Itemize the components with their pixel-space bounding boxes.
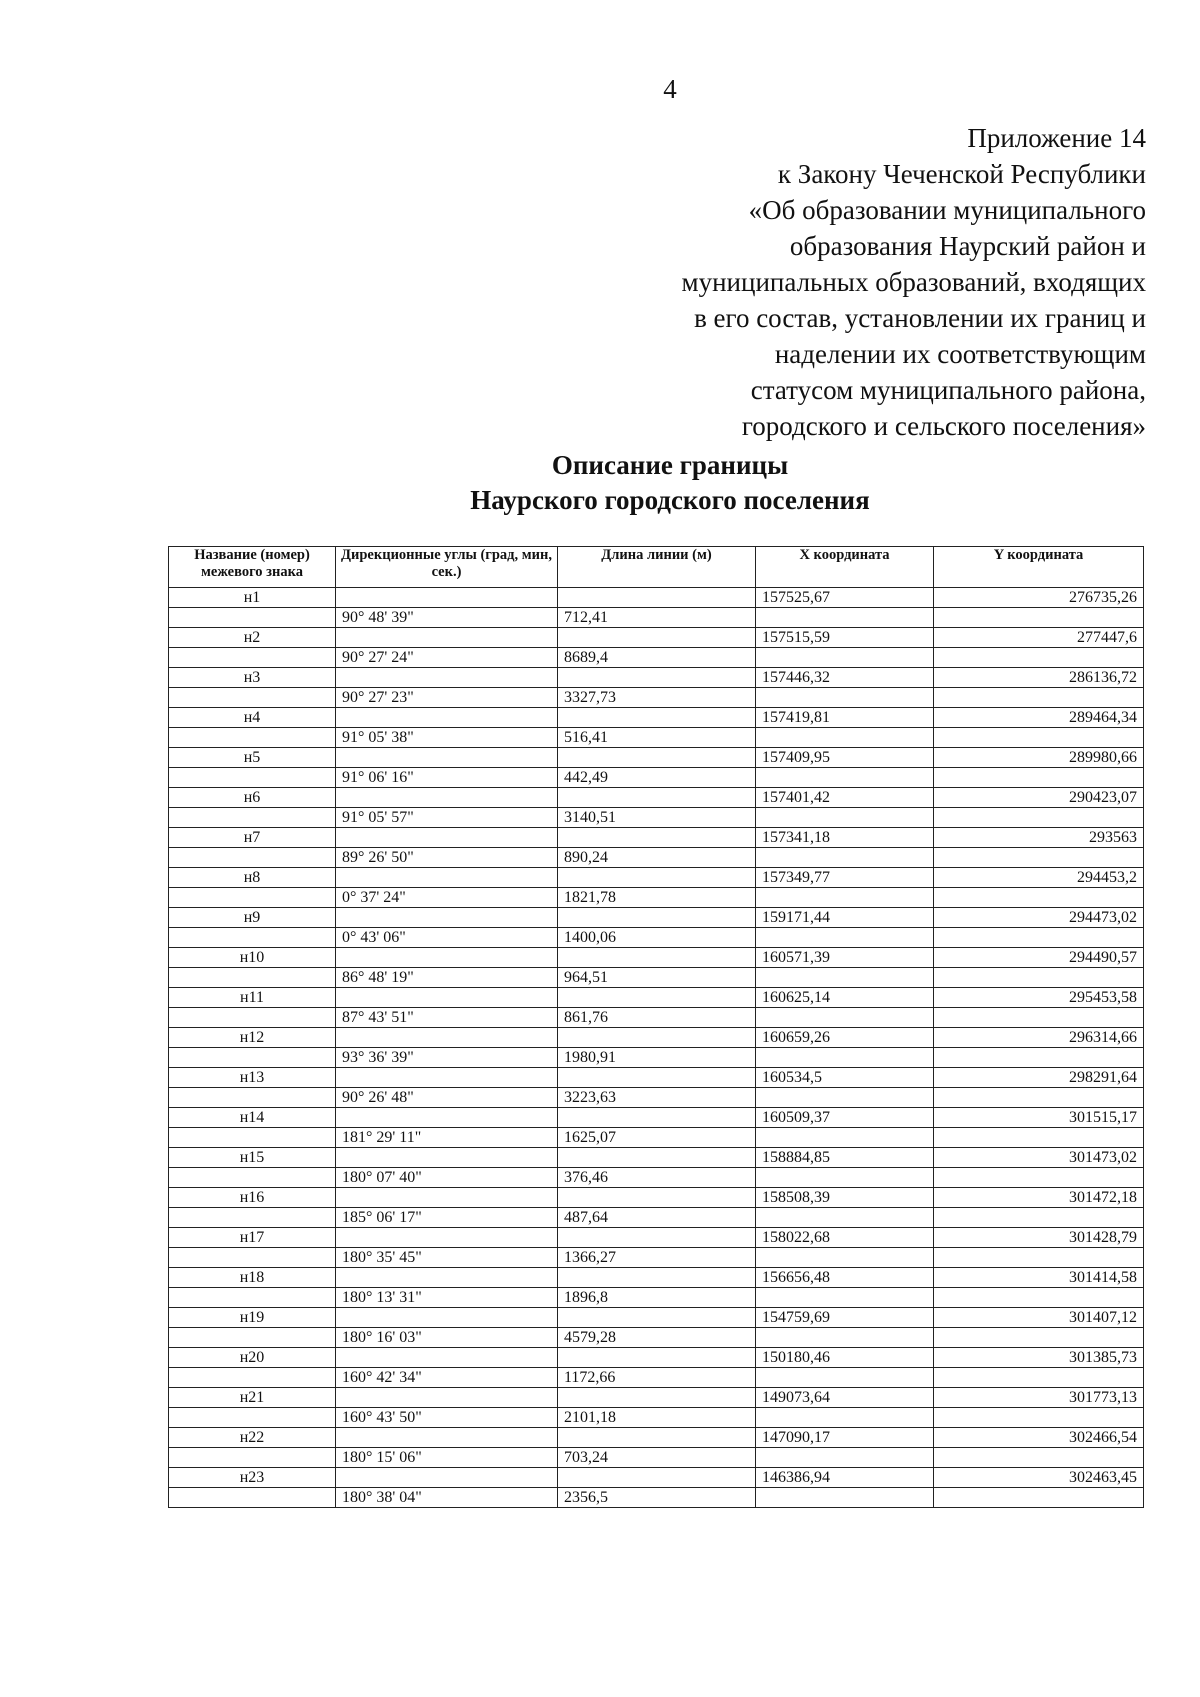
cell-angle: 91° 05' 38" (336, 728, 558, 748)
cell-name: н16 (169, 1188, 336, 1208)
cell-x (756, 848, 934, 868)
cell-name: н18 (169, 1268, 336, 1288)
cell-name: н3 (169, 668, 336, 688)
cell-length (558, 1428, 756, 1448)
cell-x: 157525,67 (756, 588, 934, 608)
table-header-row (169, 547, 1144, 588)
cell-name (169, 808, 336, 828)
table-row (169, 988, 1144, 1008)
cell-x (756, 768, 934, 788)
cell-y (934, 648, 1144, 668)
table-row (169, 1288, 1144, 1308)
cell-angle: 0° 43' 06" (336, 928, 558, 948)
cell-length (558, 588, 756, 608)
table-row (169, 1188, 1144, 1208)
table-row (169, 1208, 1144, 1228)
cell-angle: 180° 15' 06" (336, 1448, 558, 1468)
table-row (169, 728, 1144, 748)
table-row (169, 1268, 1144, 1288)
cell-angle: 87° 43' 51" (336, 1008, 558, 1028)
appendix-line: статусом муниципального района, (750, 375, 1146, 405)
cell-length (558, 1468, 756, 1488)
cell-y: 289980,66 (934, 748, 1144, 768)
cell-x (756, 1368, 934, 1388)
cell-angle (336, 748, 558, 768)
appendix-line: Приложение 14 (967, 123, 1146, 153)
cell-name (169, 1448, 336, 1468)
table-row (169, 1308, 1144, 1328)
title-line: Наурского городского поселения (470, 485, 870, 515)
cell-name: н14 (169, 1108, 336, 1128)
cell-y: 301773,13 (934, 1388, 1144, 1408)
cell-angle (336, 868, 558, 888)
cell-length: 712,41 (558, 608, 756, 628)
cell-angle (336, 908, 558, 928)
cell-name (169, 728, 336, 748)
cell-angle: 93° 36' 39" (336, 1048, 558, 1068)
cell-name (169, 1168, 336, 1188)
appendix-line: образования Наурский район и (789, 231, 1146, 261)
cell-y: 301407,12 (934, 1308, 1144, 1328)
cell-x: 157446,32 (756, 668, 934, 688)
cell-y: 302463,45 (934, 1468, 1144, 1488)
cell-x: 157419,81 (756, 708, 934, 728)
cell-angle: 89° 26' 50" (336, 848, 558, 868)
cell-y (934, 768, 1144, 788)
cell-length (558, 1028, 756, 1048)
cell-name: н9 (169, 908, 336, 928)
cell-x (756, 1008, 934, 1028)
cell-name (169, 1088, 336, 1108)
cell-length (558, 628, 756, 648)
cell-y (934, 1368, 1144, 1388)
cell-y (934, 1328, 1144, 1348)
cell-y: 302466,54 (934, 1428, 1144, 1448)
cell-length: 2356,5 (558, 1488, 756, 1508)
cell-length (558, 1388, 756, 1408)
cell-y: 286136,72 (934, 668, 1144, 688)
cell-x (756, 1448, 934, 1468)
cell-x (756, 1208, 934, 1228)
cell-angle: 90° 27' 24" (336, 648, 558, 668)
cell-angle: 90° 27' 23" (336, 688, 558, 708)
cell-angle: 160° 43' 50" (336, 1408, 558, 1428)
cell-name: н17 (169, 1228, 336, 1248)
cell-length: 861,76 (558, 1008, 756, 1028)
cell-name (169, 1008, 336, 1028)
cell-x: 158884,85 (756, 1148, 934, 1168)
cell-y (934, 1008, 1144, 1028)
cell-angle (336, 1228, 558, 1248)
cell-y (934, 1128, 1144, 1148)
cell-y: 301473,02 (934, 1148, 1144, 1168)
cell-length (558, 788, 756, 808)
cell-y: 301385,73 (934, 1348, 1144, 1368)
cell-length: 3223,63 (558, 1088, 756, 1108)
cell-x: 150180,46 (756, 1348, 934, 1368)
cell-y: 276735,26 (934, 588, 1144, 608)
cell-y: 301472,18 (934, 1188, 1144, 1208)
cell-name (169, 848, 336, 868)
cell-x (756, 888, 934, 908)
cell-name: н7 (169, 828, 336, 848)
cell-angle: 180° 16' 03" (336, 1328, 558, 1348)
cell-x (756, 728, 934, 748)
cell-length: 1172,66 (558, 1368, 756, 1388)
cell-x: 160659,26 (756, 1028, 934, 1048)
cell-angle: 91° 05' 57" (336, 808, 558, 828)
cell-length (558, 1228, 756, 1248)
cell-angle (336, 1348, 558, 1368)
cell-x: 157349,77 (756, 868, 934, 888)
cell-x (756, 1488, 934, 1508)
table-row (169, 1088, 1144, 1108)
cell-angle (336, 1068, 558, 1088)
cell-y (934, 1408, 1144, 1428)
table-row (169, 708, 1144, 728)
cell-name (169, 1128, 336, 1148)
page-number: 4 (663, 74, 677, 104)
cell-y: 294453,2 (934, 868, 1144, 888)
cell-angle (336, 1388, 558, 1408)
cell-x: 157409,95 (756, 748, 934, 768)
cell-length (558, 1108, 756, 1128)
cell-name: н22 (169, 1428, 336, 1448)
table-row (169, 788, 1144, 808)
table-row (169, 608, 1144, 628)
cell-angle (336, 788, 558, 808)
cell-angle (336, 1148, 558, 1168)
table-row (169, 868, 1144, 888)
table-row (169, 1148, 1144, 1168)
table-row (169, 1168, 1144, 1188)
cell-name: н21 (169, 1388, 336, 1408)
cell-x: 158022,68 (756, 1228, 934, 1248)
cell-name: н4 (169, 708, 336, 728)
cell-x: 157401,42 (756, 788, 934, 808)
cell-x: 160534,5 (756, 1068, 934, 1088)
cell-name (169, 1328, 336, 1348)
cell-name (169, 1288, 336, 1308)
appendix-line: «Об образовании муниципального (748, 195, 1146, 225)
cell-length (558, 708, 756, 728)
cell-length: 1625,07 (558, 1128, 756, 1148)
cell-length (558, 908, 756, 928)
cell-name: н6 (169, 788, 336, 808)
cell-angle: 160° 42' 34" (336, 1368, 558, 1388)
cell-x (756, 608, 934, 628)
cell-x (756, 1168, 934, 1188)
cell-length (558, 1148, 756, 1168)
cell-x (756, 808, 934, 828)
cell-x: 157341,18 (756, 828, 934, 848)
cell-x (756, 1328, 934, 1348)
table-row (169, 1428, 1144, 1448)
cell-x (756, 928, 934, 948)
cell-x: 156656,48 (756, 1268, 934, 1288)
cell-name (169, 608, 336, 628)
cell-angle (336, 1188, 558, 1208)
cell-angle (336, 948, 558, 968)
cell-length: 1980,91 (558, 1048, 756, 1068)
appendix-line: в его состав, установлении их границ и (694, 303, 1146, 333)
table-row (169, 668, 1144, 688)
table-row (169, 768, 1144, 788)
cell-x: 160571,39 (756, 948, 934, 968)
cell-y (934, 688, 1144, 708)
header-angle: Дирекционные углы (град, мин, сек.) (336, 547, 558, 588)
cell-angle (336, 708, 558, 728)
table-body (169, 588, 1144, 1508)
cell-length (558, 1308, 756, 1328)
cell-length: 1896,8 (558, 1288, 756, 1308)
cell-name (169, 1488, 336, 1508)
cell-name: н13 (169, 1068, 336, 1088)
cell-name: н12 (169, 1028, 336, 1048)
cell-length: 890,24 (558, 848, 756, 868)
table-row (169, 1488, 1144, 1508)
cell-y: 301414,58 (934, 1268, 1144, 1288)
cell-name (169, 1048, 336, 1068)
cell-x (756, 1248, 934, 1268)
cell-y: 301428,79 (934, 1228, 1144, 1248)
cell-angle (336, 1268, 558, 1288)
cell-y (934, 968, 1144, 988)
cell-angle: 185° 06' 17" (336, 1208, 558, 1228)
cell-name (169, 968, 336, 988)
cell-length: 1366,27 (558, 1248, 756, 1268)
cell-y (934, 1168, 1144, 1188)
header-length: Длина линии (м) (558, 547, 756, 588)
cell-length: 376,46 (558, 1168, 756, 1188)
cell-length (558, 1348, 756, 1368)
cell-angle: 90° 26' 48" (336, 1088, 558, 1108)
cell-angle: 180° 35' 45" (336, 1248, 558, 1268)
cell-angle: 0° 37' 24" (336, 888, 558, 908)
cell-angle: 90° 48' 39" (336, 608, 558, 628)
cell-length (558, 868, 756, 888)
table-row (169, 1108, 1144, 1128)
cell-name: н2 (169, 628, 336, 648)
cell-y (934, 888, 1144, 908)
cell-name (169, 1208, 336, 1228)
cell-angle (336, 1028, 558, 1048)
cell-length (558, 948, 756, 968)
cell-name (169, 1248, 336, 1268)
cell-angle (336, 828, 558, 848)
cell-angle: 91° 06' 16" (336, 768, 558, 788)
cell-length: 516,41 (558, 728, 756, 748)
table-row (169, 928, 1144, 948)
cell-y: 301515,17 (934, 1108, 1144, 1128)
cell-angle (336, 1428, 558, 1448)
cell-angle (336, 628, 558, 648)
cell-name (169, 688, 336, 708)
cell-name (169, 888, 336, 908)
cell-length (558, 668, 756, 688)
cell-name: н20 (169, 1348, 336, 1368)
cell-angle (336, 1308, 558, 1328)
cell-y: 290423,07 (934, 788, 1144, 808)
cell-y (934, 808, 1144, 828)
cell-y (934, 608, 1144, 628)
cell-length (558, 988, 756, 1008)
document-title (0, 448, 1200, 518)
cell-x: 158508,39 (756, 1188, 934, 1208)
cell-y: 298291,64 (934, 1068, 1144, 1088)
cell-length: 487,64 (558, 1208, 756, 1228)
cell-length: 703,24 (558, 1448, 756, 1468)
cell-y: 294490,57 (934, 948, 1144, 968)
cell-y: 289464,34 (934, 708, 1144, 728)
cell-length: 1821,78 (558, 888, 756, 908)
cell-length: 8689,4 (558, 648, 756, 668)
cell-length (558, 1068, 756, 1088)
cell-y (934, 848, 1144, 868)
table-row (169, 888, 1144, 908)
table-row (169, 748, 1144, 768)
header-y: Y координата (934, 547, 1144, 588)
table-row (169, 1368, 1144, 1388)
cell-x (756, 1128, 934, 1148)
cell-name (169, 768, 336, 788)
cell-angle (336, 668, 558, 688)
cell-name (169, 928, 336, 948)
cell-x (756, 688, 934, 708)
cell-name (169, 1408, 336, 1428)
appendix-heading (682, 120, 1146, 444)
cell-y (934, 1248, 1144, 1268)
cell-name: н15 (169, 1148, 336, 1168)
cell-length: 3140,51 (558, 808, 756, 828)
table-row (169, 1008, 1144, 1028)
appendix-line: к Закону Чеченской Республики (777, 159, 1146, 189)
cell-x: 146386,94 (756, 1468, 934, 1488)
cell-x: 147090,17 (756, 1428, 934, 1448)
cell-length (558, 1268, 756, 1288)
cell-angle: 180° 13' 31" (336, 1288, 558, 1308)
cell-y (934, 1288, 1144, 1308)
cell-y: 293563 (934, 828, 1144, 848)
table-row (169, 1248, 1144, 1268)
cell-name: н8 (169, 868, 336, 888)
cell-length: 964,51 (558, 968, 756, 988)
table-row (169, 948, 1144, 968)
cell-length: 3327,73 (558, 688, 756, 708)
cell-x: 154759,69 (756, 1308, 934, 1328)
cell-y: 296314,66 (934, 1028, 1144, 1048)
table-row (169, 1228, 1144, 1248)
cell-length: 1400,06 (558, 928, 756, 948)
table-row (169, 1468, 1144, 1488)
table-row (169, 688, 1144, 708)
cell-y (934, 1048, 1144, 1068)
cell-y (934, 928, 1144, 948)
cell-length (558, 1188, 756, 1208)
cell-y (934, 1448, 1144, 1468)
cell-x: 160625,14 (756, 988, 934, 1008)
table-row (169, 1128, 1144, 1148)
cell-y (934, 1208, 1144, 1228)
table-row (169, 1068, 1144, 1088)
cell-x: 160509,37 (756, 1108, 934, 1128)
title-line: Описание границы (551, 450, 789, 480)
cell-name: н1 (169, 588, 336, 608)
cell-length (558, 828, 756, 848)
cell-y (934, 1088, 1144, 1108)
header-name: Название (номер) межевого знака (169, 547, 336, 588)
cell-angle: 181° 29' 11" (336, 1128, 558, 1148)
cell-x (756, 1048, 934, 1068)
table-row (169, 808, 1144, 828)
table-row (169, 1408, 1144, 1428)
appendix-line: наделении их соответствующим (774, 339, 1146, 369)
cell-x (756, 1088, 934, 1108)
cell-angle: 180° 38' 04" (336, 1488, 558, 1508)
boundary-table (168, 546, 1144, 1508)
cell-angle: 86° 48' 19" (336, 968, 558, 988)
cell-name: н5 (169, 748, 336, 768)
table-row (169, 628, 1144, 648)
table-row (169, 848, 1144, 868)
table-row (169, 1328, 1144, 1348)
cell-x (756, 968, 934, 988)
cell-angle (336, 988, 558, 1008)
cell-x: 159171,44 (756, 908, 934, 928)
table-row (169, 1388, 1144, 1408)
table-row (169, 1048, 1144, 1068)
cell-name: н23 (169, 1468, 336, 1488)
cell-length: 2101,18 (558, 1408, 756, 1428)
cell-angle: 180° 07' 40" (336, 1168, 558, 1188)
appendix-line: городского и сельского поселения» (741, 411, 1146, 441)
table-row (169, 648, 1144, 668)
cell-angle (336, 1108, 558, 1128)
table-row (169, 828, 1144, 848)
table-row (169, 1348, 1144, 1368)
cell-y: 294473,02 (934, 908, 1144, 928)
cell-y: 295453,58 (934, 988, 1144, 1008)
cell-x (756, 648, 934, 668)
cell-y (934, 1488, 1144, 1508)
cell-length (558, 748, 756, 768)
cell-length: 4579,28 (558, 1328, 756, 1348)
appendix-line: муниципальных образований, входящих (681, 267, 1146, 297)
cell-x: 157515,59 (756, 628, 934, 648)
cell-angle (336, 1468, 558, 1488)
cell-angle (336, 588, 558, 608)
cell-y (934, 728, 1144, 748)
cell-name: н19 (169, 1308, 336, 1328)
cell-y: 277447,6 (934, 628, 1144, 648)
cell-x (756, 1408, 934, 1428)
cell-x: 149073,64 (756, 1388, 934, 1408)
cell-length: 442,49 (558, 768, 756, 788)
cell-x (756, 1288, 934, 1308)
cell-name: н11 (169, 988, 336, 1008)
table-row (169, 908, 1144, 928)
cell-name: н10 (169, 948, 336, 968)
table-row (169, 1028, 1144, 1048)
cell-name (169, 648, 336, 668)
table-row (169, 968, 1144, 988)
header-x: X координата (756, 547, 934, 588)
table-row (169, 588, 1144, 608)
table-row (169, 1448, 1144, 1468)
cell-name (169, 1368, 336, 1388)
